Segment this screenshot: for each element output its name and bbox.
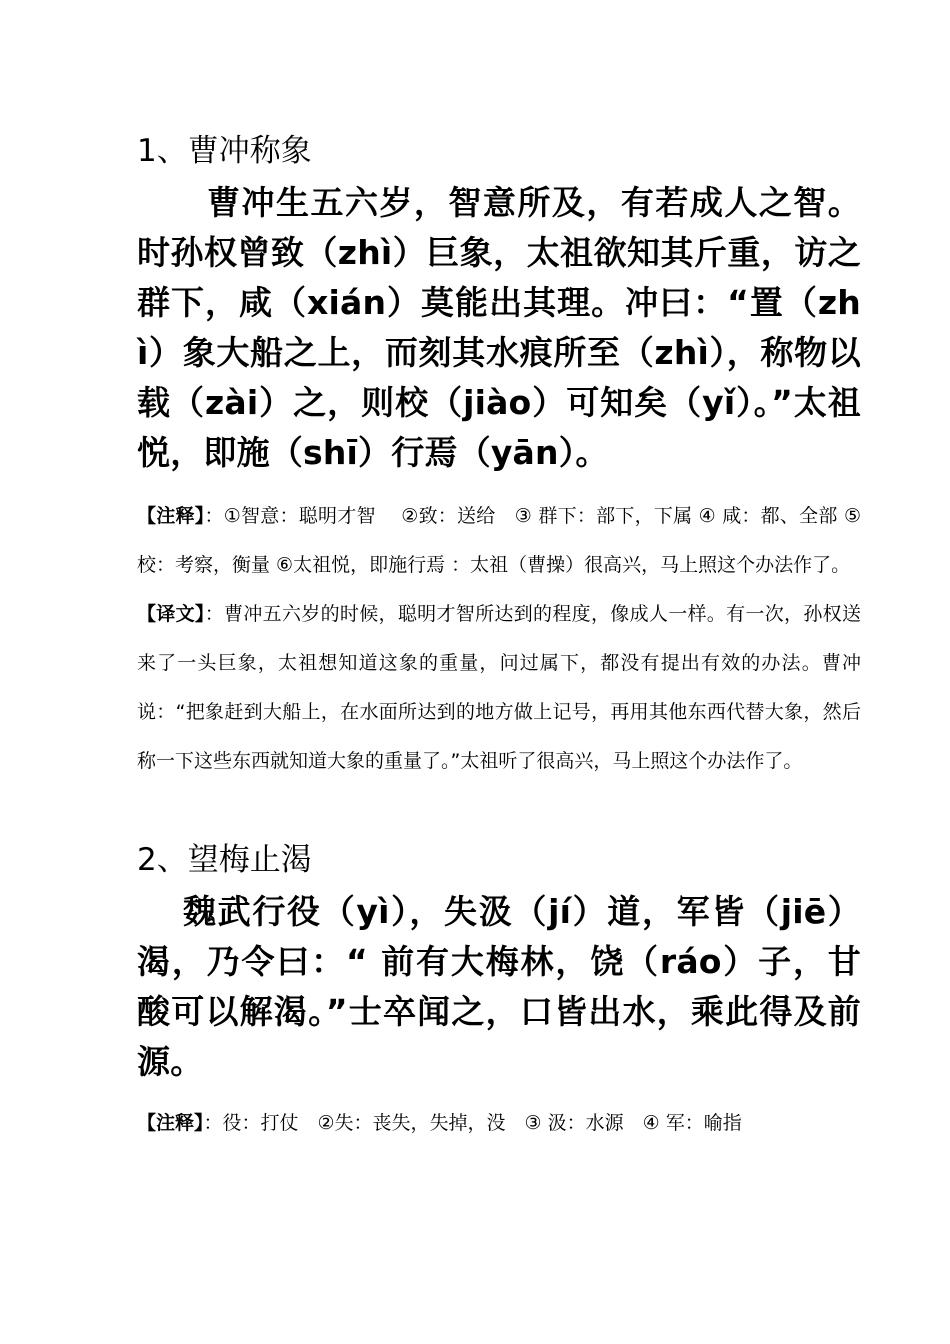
document-page xyxy=(137,124,861,1148)
spacer xyxy=(137,478,861,492)
section-2-notes-text: ：役：打仗 ②失：丧失，失掉，没 ③ 汲：水源 ④ 军：喻指 xyxy=(203,1112,742,1134)
section-1-notes xyxy=(137,492,861,590)
section-2-title: 2、望梅止渴 xyxy=(137,842,312,878)
section-1-body: 曹冲生五六岁，智意所及，有若成人之智。时孙权曾致（zhì）巨象，太祖欲知其斤重，访之群下，咸（xián）莫能出其理。冲曰：“置（zhì）象大船之上，而刻其水痕所至（zhì），称物以载（zài）之，则校（jiào）可知矣（yǐ）。”太祖悦，即施（shī）行焉（yān）。 xyxy=(137,183,861,472)
section-2-notes xyxy=(137,1099,861,1148)
section-2-notes-tag: 【注释】 xyxy=(137,1112,204,1134)
section-2-body: 魏武行役（yì），失汲（jí）道，军皆（jiē）渴，乃令曰：“ 前有大梅林，饶（ráo）子，甘酸可以解渴。”士卒闻之，口皆出水，乘此得及前源。 xyxy=(137,892,861,1081)
section-1-title: 1、曹冲称象 xyxy=(137,133,312,169)
section-1-translation xyxy=(137,590,861,786)
section-1-translation-text: ：曹冲五六岁的时候，聪明才智所达到的程度，像成人一样。有一次，孙权送来了一头巨象，太祖想知道这象的重量，问过属下，都没有提出有效的办法。曹冲说：“把象赶到大船上，在水面所达到的地方做上记号，再用其他东西代替大象，然后称一下这些东西就知道大象的重量了。”太祖听了很高兴，马上照这个办法作了。 xyxy=(137,603,861,772)
section-1-notes-text: ：①智意：聪明才智 ②致：送给 ③ 群下：部下，下属 ④ 咸：都、全部 ⑤ 校：考察，衡量 ⑥太祖悦，即施行焉 ：太祖（曹操）很高兴，马上照这个办法作了。 xyxy=(137,505,861,576)
section-1-notes-tag: 【注释】 xyxy=(137,505,205,527)
spacer xyxy=(137,786,861,833)
spacer xyxy=(137,1087,861,1099)
section-1-translation-tag: 【译文】 xyxy=(137,603,205,625)
